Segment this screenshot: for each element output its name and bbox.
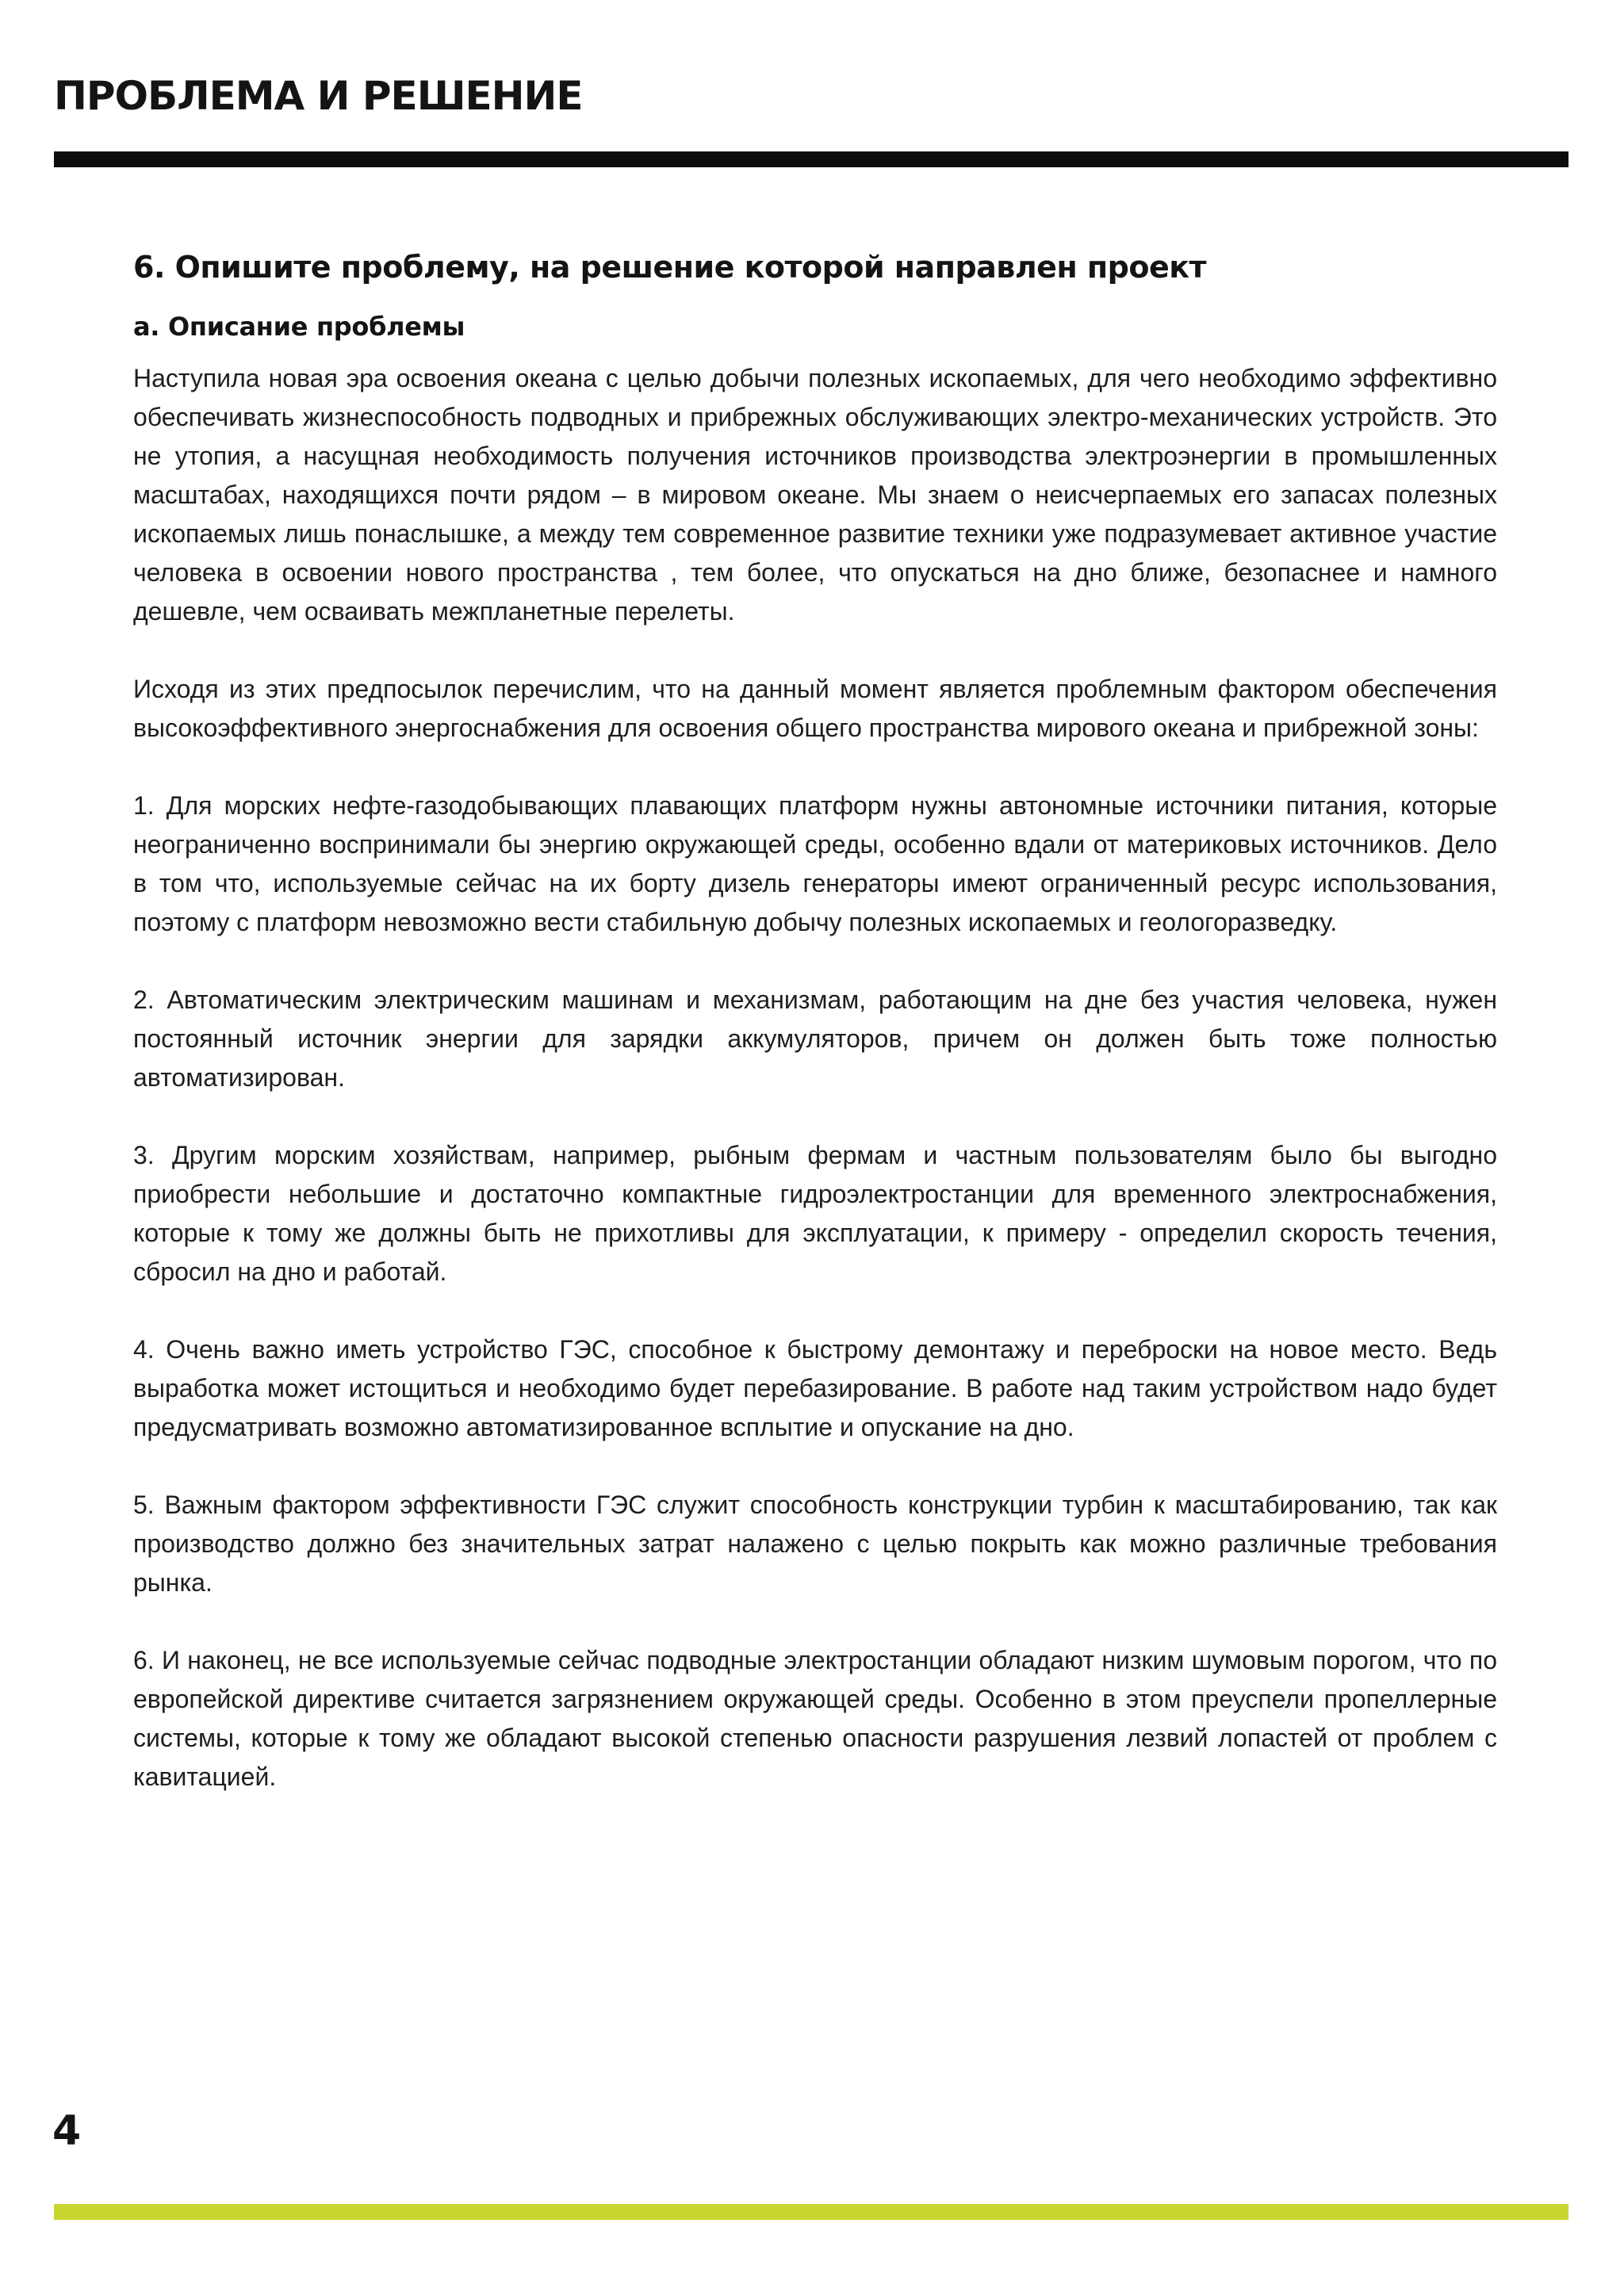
footer-divider	[54, 2204, 1568, 2220]
page-header-title: ПРОБЛЕМА И РЕШЕНИЕ	[54, 73, 583, 119]
subsection-title: а. Описание проблемы	[133, 312, 465, 342]
page-number: 4	[52, 2107, 82, 2155]
paragraph-item-2: 2. Автоматическим электрическим машинам и механизмам, работающим на дне без участия человека, нужен постоянный источник энергии для зарядки аккумуляторов, причем он должен быть тоже полностью автоматизирован.	[133, 985, 1497, 1092]
header-divider	[54, 151, 1568, 167]
paragraph-item-3: 3. Другим морским хозяйствам, например, рыбным фермам и частным пользователям было бы выгодно приобрести небольшие и достаточно компактные гидроэлектростанции для временного электроснабжения, которые к тому же должны быть не прихотливы для эксплуатации, к примеру - определил скорость течения, сбросил на дно и работай.	[133, 1141, 1497, 1286]
paragraph-item-6: 6. И наконец, не все используемые сейчас подводные электростанции обладают низким шумовым порогом, что по европейской директиве считается загрязнением окружающей среды. Особенно в этом преуспели пропеллерные системы, которые к тому же обладают высокой степенью опасности разрушения лезвий лопастей от проблем с кавитацией.	[133, 1646, 1497, 1791]
paragraph-item-1: 1. Для морских нефте-газодобывающих плавающих платформ нужны автономные источники питания, которые неограниченно воспринимали бы энергию окружающей среды, особенно вдали от материковых источников. Дело в том что, используемые сейчас на их борту дизель генераторы имеют ограниченный ресурс использования, поэтому с платформ невозможно вести стабильную добычу полезных ископаемых и геологоразведку.	[133, 791, 1497, 936]
paragraph-intro: Наступила новая эра освоения океана с целью добычи полезных ископаемых, для чего необходимо эффективно обеспечивать жизнеспособность подводных и прибрежных обслуживающих электро-механических устройств. Это не утопия, а насущная необходимость получения источников производства электроэнергии в промышленных масштабах, находящихся почти рядом – в мировом океане. Мы знаем о неисчерпаемых его запасах полезных ископаемых лишь понаслышке, а между тем современное развитие техники уже подразумевает активное участие человека в освоении нового пространства , тем более, что опускаться на дно ближе, безопаснее и намного дешевле, чем осваивать межпланетные перелеты.	[133, 364, 1497, 626]
paragraph-item-4: 4. Очень важно иметь устройство ГЭС, способное к быстрому демонтажу и переброски на новое место. Ведь выработка может истощиться и необходимо будет перебазирование. В работе над таким устройством надо будет предусматривать возможно автоматизированное всплытие и опускание на дно.	[133, 1335, 1497, 1441]
section-title: 6. Опишите проблему, на решение которой направлен проект	[133, 250, 1207, 285]
document-body	[133, 250, 1497, 1835]
paragraph-item-5: 5. Важным фактором эффективности ГЭС служит способность конструкции турбин к масштабированию, так как производство должно без значительных затрат налажено с целью покрыть как можно различные требования рынка.	[133, 1490, 1497, 1597]
paragraph-premise: Исходя из этих предпосылок перечислим, что на данный момент является проблемным фактором обеспечения высокоэффективного энергоснабжения для освоения общего пространства мирового океана и прибрежной зоны:	[133, 675, 1497, 742]
